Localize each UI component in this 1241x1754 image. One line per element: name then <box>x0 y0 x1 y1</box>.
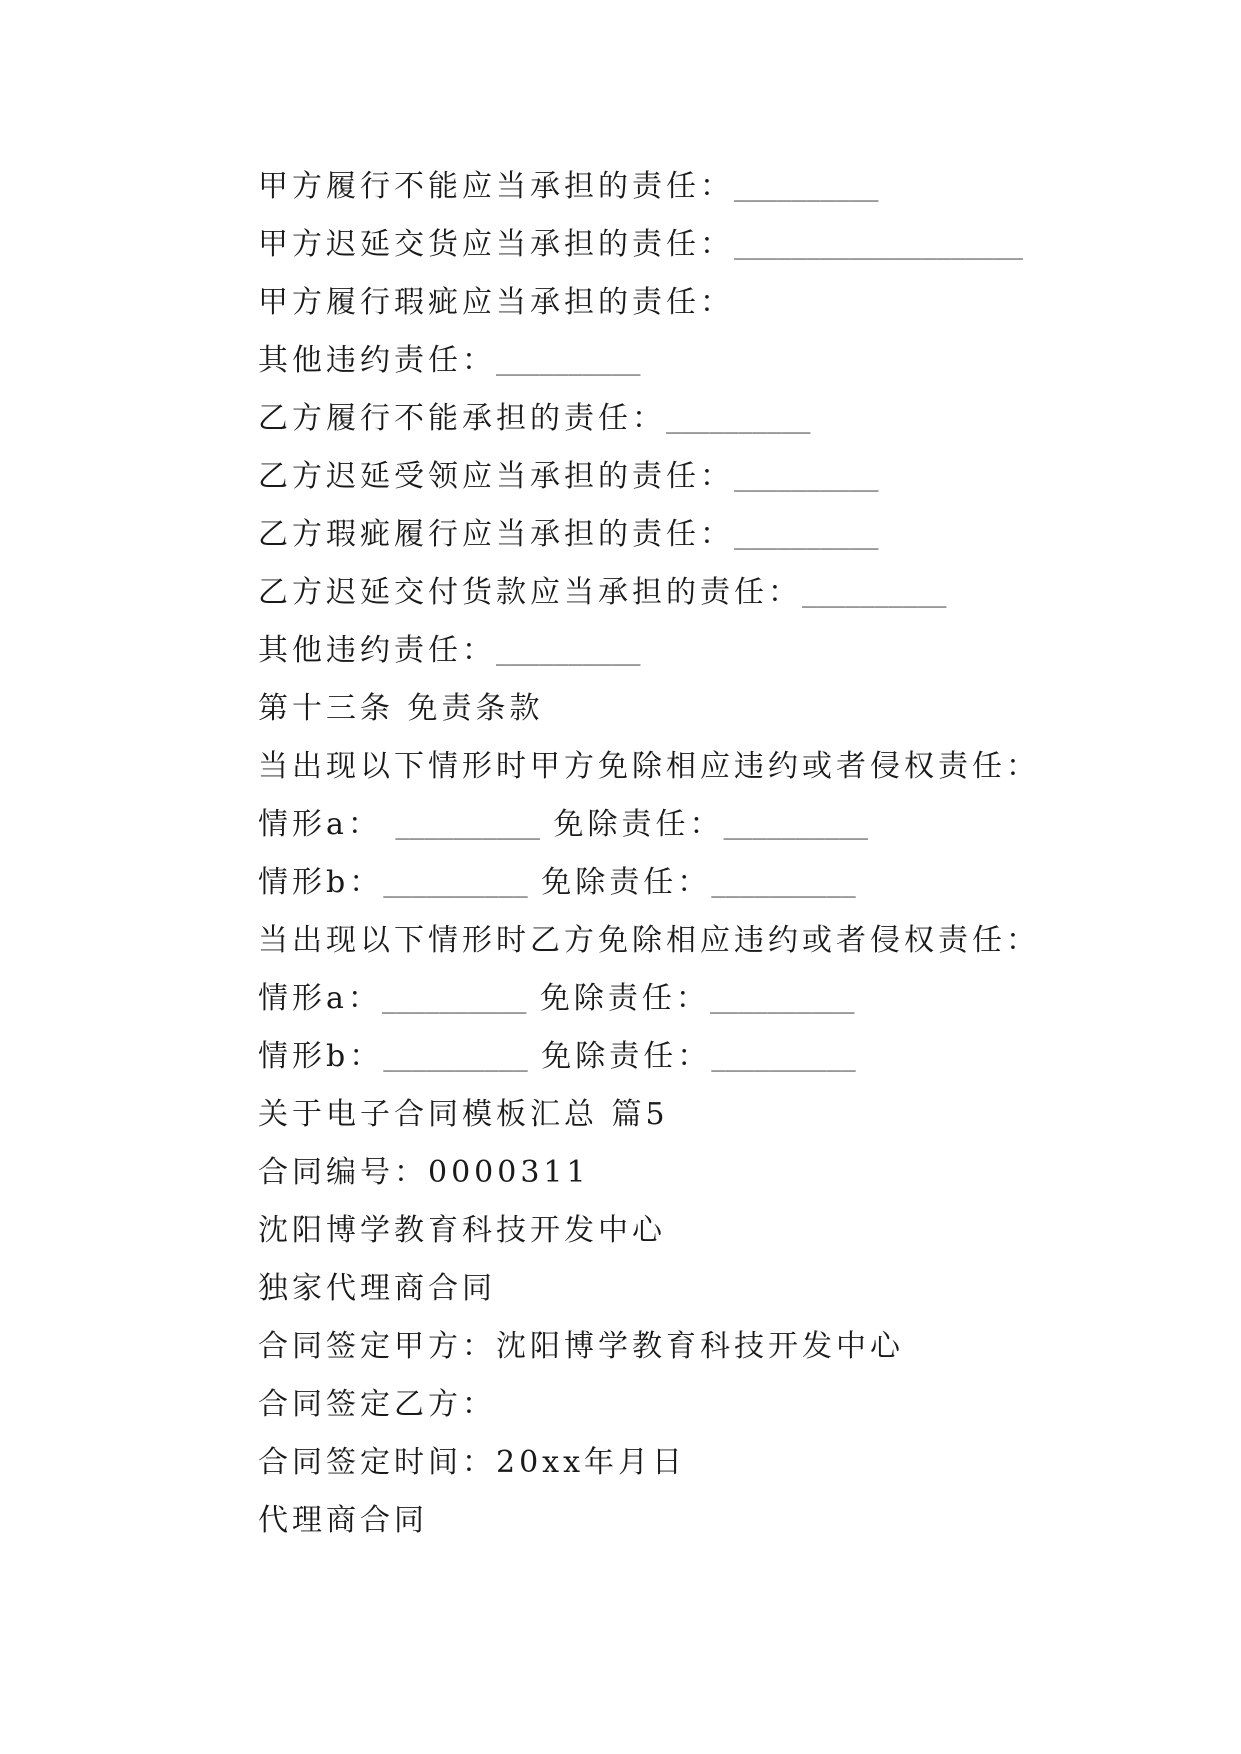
fill-blank: __________ <box>734 464 879 492</box>
contract-title <box>258 1260 1198 1318</box>
line-text: 免除责任： <box>527 865 712 900</box>
fill-blank: ____________________ <box>734 232 1023 260</box>
line-text: 当出现以下情形时乙方免除相应违约或者侵权责任： <box>258 923 1040 958</box>
fill-blank: __________ <box>383 870 528 898</box>
clause-line <box>258 738 1198 796</box>
contract-number <box>258 1144 1198 1202</box>
line-text: 关于电子合同模板汇总 篇5 <box>258 1097 669 1132</box>
document-page <box>258 158 1198 1550</box>
line-text: 乙方瑕疵履行应当承担的责任： <box>258 517 734 552</box>
line-text: 独家代理商合同 <box>258 1271 496 1306</box>
clause-line <box>258 506 1198 564</box>
line-text: 合同签定甲方：沈阳博学教育科技开发中心 <box>258 1329 904 1364</box>
line-text: 合同编号：0000311 <box>258 1155 590 1190</box>
line-text: 代理商合同 <box>258 1503 428 1538</box>
fill-blank: __________ <box>802 580 947 608</box>
line-text: 情形b： <box>258 865 384 900</box>
clause-line <box>258 796 1198 854</box>
line-text: 情形a： <box>258 807 396 842</box>
clause-line <box>258 970 1198 1028</box>
document-title <box>258 1086 1198 1144</box>
line-text: 情形b： <box>258 1039 384 1074</box>
fill-blank: __________ <box>711 870 856 898</box>
line-text: 合同签定时间：20xx年月日 <box>258 1445 687 1480</box>
line-text: 其他违约责任： <box>258 343 496 378</box>
fill-blank: __________ <box>381 986 527 1014</box>
signing-date <box>258 1434 1198 1492</box>
fill-blank: __________ <box>395 812 540 840</box>
line-text: 合同签定乙方： <box>258 1387 496 1422</box>
clause-line <box>258 158 1198 216</box>
clause-line <box>258 854 1198 912</box>
fill-blank: __________ <box>711 1044 856 1072</box>
party-a <box>258 1318 1198 1376</box>
clause-line <box>258 448 1198 506</box>
line-text: 免除责任： <box>539 807 724 842</box>
line-text: 甲方履行瑕疵应当承担的责任： <box>258 285 734 320</box>
clause-line <box>258 390 1198 448</box>
line-text: 甲方迟延交货应当承担的责任： <box>258 227 734 262</box>
fill-blank: __________ <box>666 406 811 434</box>
line-text: 情形a： <box>258 981 382 1016</box>
line-text: 乙方迟延受领应当承担的责任： <box>258 459 734 494</box>
fill-blank: __________ <box>709 986 855 1014</box>
line-text: 第十三条 免责条款 <box>258 691 544 726</box>
party-b <box>258 1376 1198 1434</box>
fill-blank: __________ <box>496 348 641 376</box>
section-heading <box>258 1492 1198 1550</box>
line-text: 免除责任： <box>527 1039 712 1074</box>
section-heading <box>258 680 1198 738</box>
line-text: 乙方履行不能承担的责任： <box>258 401 666 436</box>
fill-blank: __________ <box>383 1044 528 1072</box>
fill-blank: __________ <box>734 174 879 202</box>
clause-line <box>258 274 1198 332</box>
line-text: 乙方迟延交付货款应当承担的责任： <box>258 575 802 610</box>
clause-line <box>258 216 1198 274</box>
line-text: 当出现以下情形时甲方免除相应违约或者侵权责任： <box>258 749 1040 784</box>
clause-line <box>258 622 1198 680</box>
line-text: 免除责任： <box>526 981 710 1016</box>
organization-name <box>258 1202 1198 1260</box>
fill-blank: __________ <box>496 638 641 666</box>
line-text: 甲方履行不能应当承担的责任： <box>258 169 734 204</box>
line-text: 沈阳博学教育科技开发中心 <box>258 1213 666 1248</box>
fill-blank: __________ <box>734 522 879 550</box>
clause-line <box>258 564 1198 622</box>
clause-line <box>258 332 1198 390</box>
fill-blank: __________ <box>723 812 868 840</box>
line-text: 其他违约责任： <box>258 633 496 668</box>
clause-line <box>258 1028 1198 1086</box>
clause-line <box>258 912 1198 970</box>
